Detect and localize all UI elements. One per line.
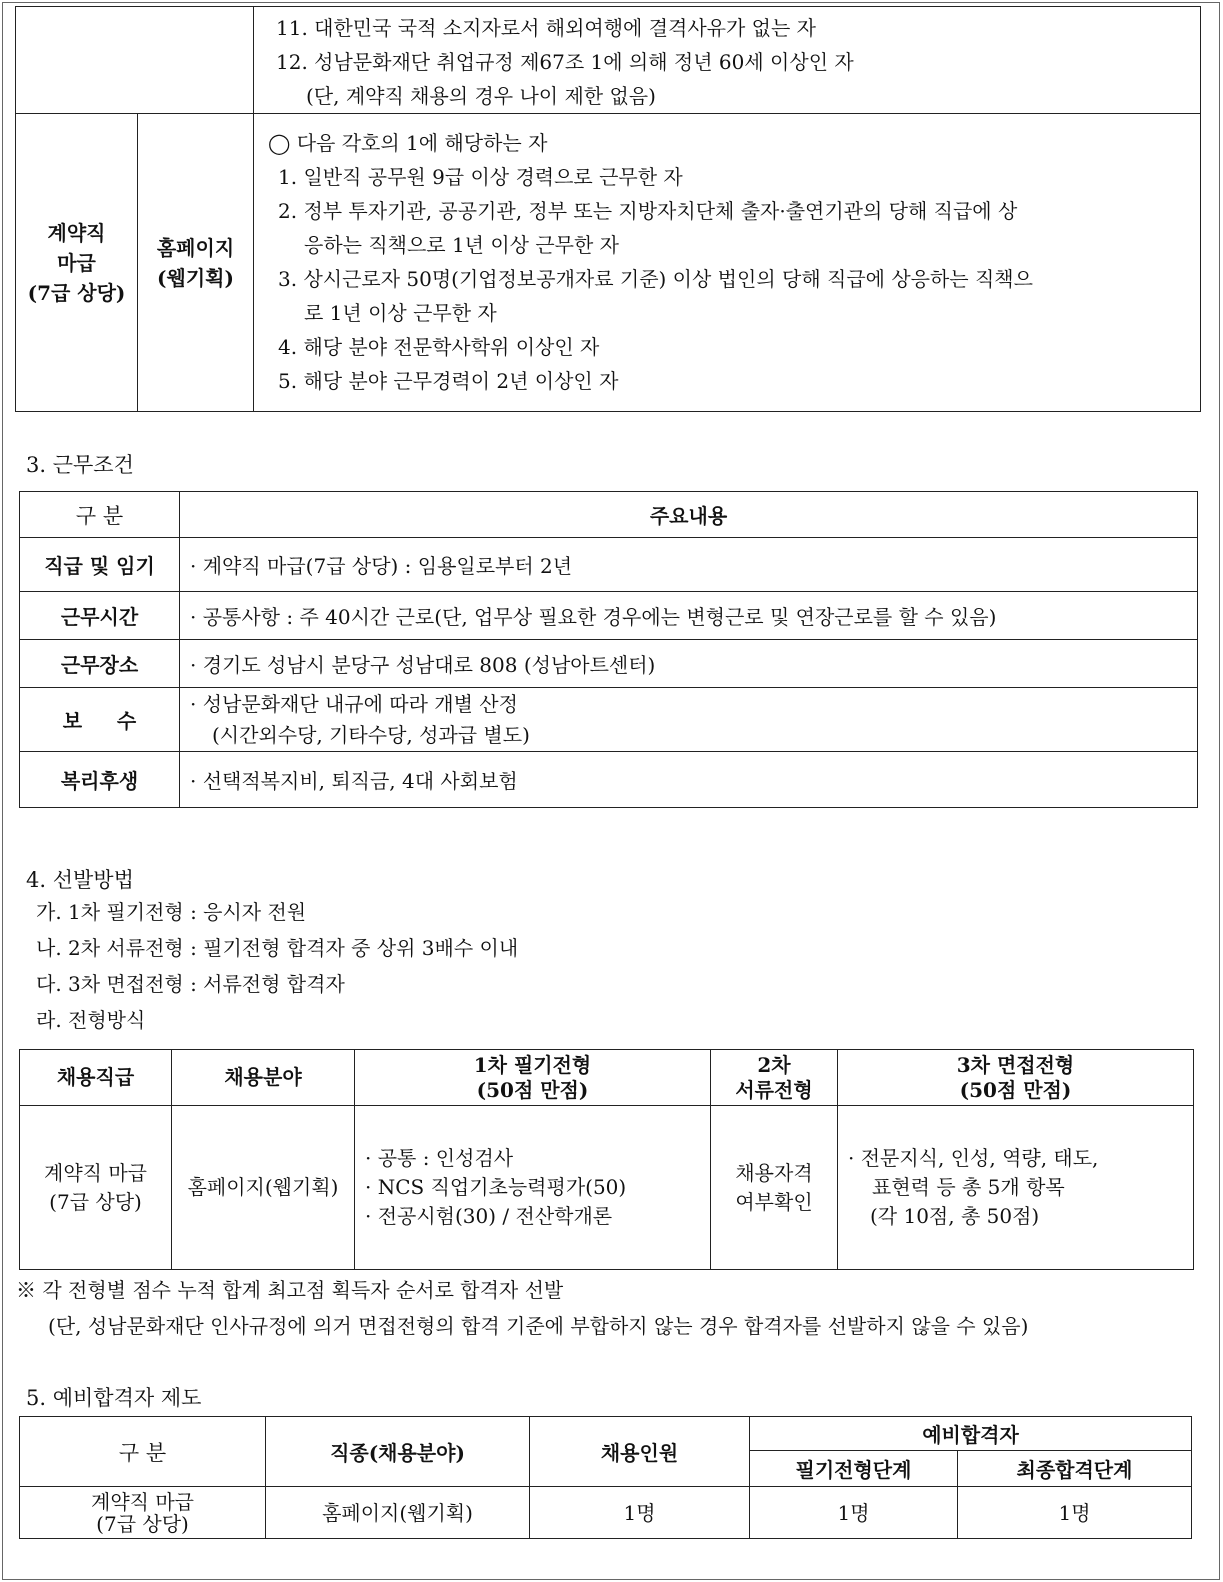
qual-condition: 로 1년 이상 근무한 자 <box>304 301 497 325</box>
section5-title: 5. 예비합격자 제도 <box>26 1386 202 1410</box>
header-category: 구 분 <box>20 1417 266 1487</box>
cell-written-line: · 전공시험(30) / 전산학개론 <box>365 1204 613 1228</box>
qual-rank-line: (7급 상당) <box>27 280 126 305</box>
selection-note: (단, 성남문화재단 인사규정에 의거 면접전형의 합격 기준에 부합하지 않는 경우 합격자를 선발하지 않을 수 있음) <box>48 1314 1029 1338</box>
header-interview <box>838 1050 1194 1106</box>
section4-title: 4. 선발방법 <box>26 868 134 892</box>
header-written-line: (50점 만점) <box>476 1077 589 1102</box>
cell-interview-line: · 전문지식, 인성, 역량, 태도, <box>848 1146 1099 1170</box>
cell-documents <box>711 1106 838 1270</box>
header-rank: 채용직급 <box>20 1050 172 1106</box>
header-written <box>355 1050 711 1106</box>
row-text: · 성남문화재단 내규에 따라 개별 산정 <box>190 691 518 716</box>
header-job-field: 직종(채용분야) <box>266 1417 530 1487</box>
qual-continued-cell <box>254 7 1201 114</box>
header-category: 구 분 <box>20 492 180 538</box>
header-documents <box>711 1050 838 1106</box>
work-conditions-table <box>19 491 1198 808</box>
qual-line: 11. 대한민국 국적 소지자로서 해외여행에 결격사유가 없는 자 <box>276 16 816 40</box>
cell-category <box>20 1487 266 1539</box>
qual-condition: 2. 정부 투자기관, 공공기관, 정부 또는 지방자치단체 출자·출연기관의 당해 직급에 상 <box>278 199 1018 223</box>
qual-condition: 4. 해당 분야 전문학사학위 이상인 자 <box>278 335 600 359</box>
cell-interview-line: 표현력 등 총 5개 항목 <box>872 1175 1065 1199</box>
selection-note: ※ 각 전형별 점수 누적 합계 최고점 획득자 순서로 합격자 선발 <box>16 1278 564 1302</box>
qual-conditions-cell <box>254 114 1201 412</box>
selection-step: 나. 2차 서류전형 : 필기전형 합격자 중 상위 3배수 이내 <box>36 936 519 960</box>
cell-written-line: · NCS 직업기초능력평가(50) <box>365 1175 627 1199</box>
cell-interview-line: (각 10점, 총 50점) <box>870 1204 1040 1228</box>
qual-condition: ◯ 다음 각호의 1에 해당하는 자 <box>268 131 548 155</box>
header-reserve: 예비합격자 <box>750 1417 1192 1451</box>
qual-field-line: 홈페이지 <box>156 235 235 260</box>
row-label: 직급 및 임기 <box>20 538 180 592</box>
row-text: (시간외수당, 기타수당, 성과급 별도) <box>212 722 530 747</box>
qual-condition: 1. 일반직 공무원 9급 이상 경력으로 근무한 자 <box>278 165 683 189</box>
header-final-stage: 최종합격단계 <box>958 1451 1192 1487</box>
row-text-cell <box>180 688 1198 752</box>
row-text: · 계약직 마급(7급 상당) : 임용일로부터 2년 <box>180 538 1198 592</box>
cell-job-field: 홈페이지(웹기획) <box>266 1487 530 1539</box>
header-hire-count: 채용인원 <box>530 1417 750 1487</box>
header-content: 주요내용 <box>180 492 1198 538</box>
qual-empty-cell <box>16 7 254 114</box>
row-label: 근무시간 <box>20 592 180 640</box>
header-interview-line: (50점 만점) <box>959 1077 1072 1102</box>
selection-step: 다. 3차 면접전형 : 서류전형 합격자 <box>36 972 345 996</box>
row-text: · 공통사항 : 주 40시간 근로(단, 업무상 필요한 경우에는 변형근로 및 연장근로를 할 수 있음) <box>180 592 1198 640</box>
cell-final-stage: 1명 <box>958 1487 1192 1539</box>
qual-field-line: (웹기획) <box>157 265 234 290</box>
qual-line: 12. 성남문화재단 취업규정 제67조 1에 의해 정년 60세 이상인 자 <box>276 50 854 74</box>
cell-documents-line: 여부확인 <box>735 1189 813 1214</box>
qualification-table <box>15 6 1201 412</box>
cell-rank-line: 계약직 마급 <box>44 1160 147 1185</box>
header-interview-line: 3차 면접전형 <box>956 1052 1075 1077</box>
cell-hire-count: 1명 <box>530 1487 750 1539</box>
qual-rank-line: 계약직 <box>47 220 106 245</box>
qual-condition: 3. 상시근로자 50명(기업정보공개자료 기준) 이상 법인의 당해 직급에 상응하는 직책으 <box>278 267 1033 291</box>
cell-written-stage: 1명 <box>750 1487 958 1539</box>
cell-field: 홈페이지(웹기획) <box>172 1106 355 1270</box>
selection-method-table <box>19 1049 1194 1270</box>
header-documents-line: 2차 <box>757 1052 791 1077</box>
selection-step: 라. 전형방식 <box>36 1008 146 1032</box>
cell-category-line: (7급 상당) <box>96 1511 189 1536</box>
qual-field-cell <box>138 114 254 412</box>
cell-rank <box>20 1106 172 1270</box>
cell-rank-line: (7급 상당) <box>49 1189 142 1214</box>
cell-written <box>355 1106 711 1270</box>
reserve-candidate-table <box>19 1416 1192 1539</box>
header-field: 채용분야 <box>172 1050 355 1106</box>
qual-rank-line: 마급 <box>57 250 96 275</box>
cell-category-line: 계약직 마급 <box>91 1489 194 1514</box>
section3-title: 3. 근무조건 <box>26 453 134 477</box>
row-text: · 경기도 성남시 분당구 성남대로 808 (성남아트센터) <box>180 640 1198 688</box>
row-label: 보 수 <box>20 688 180 752</box>
row-label: 근무장소 <box>20 640 180 688</box>
row-text: · 선택적복지비, 퇴직금, 4대 사회보험 <box>180 752 1198 808</box>
selection-step: 가. 1차 필기전형 : 응시자 전원 <box>36 900 307 924</box>
qual-condition: 5. 해당 분야 근무경력이 2년 이상인 자 <box>278 369 619 393</box>
header-documents-line: 서류전형 <box>735 1077 813 1102</box>
qual-condition: 응하는 직책으로 1년 이상 근무한 자 <box>304 233 619 257</box>
qual-rank-cell <box>16 114 138 412</box>
header-written-stage: 필기전형단계 <box>750 1451 958 1487</box>
cell-interview <box>838 1106 1194 1270</box>
cell-documents-line: 채용자격 <box>735 1160 813 1185</box>
qual-line: (단, 계약직 채용의 경우 나이 제한 없음) <box>306 84 656 108</box>
header-written-line: 1차 필기전형 <box>473 1052 592 1077</box>
row-label: 복리후생 <box>20 752 180 808</box>
cell-written-line: · 공통 : 인성검사 <box>365 1146 514 1170</box>
